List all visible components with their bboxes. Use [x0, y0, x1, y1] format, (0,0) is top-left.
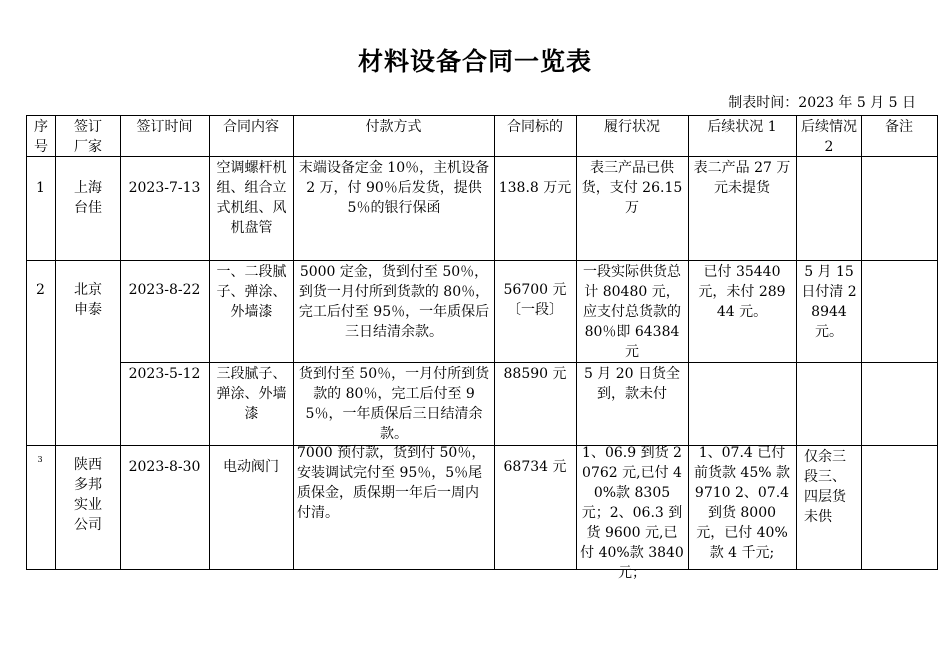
- row3-follow1: 1、07.4 已付前货款 45% 款 9710 2、07.4 到货 8000 元，已付 40%款 4 千元;: [693, 445, 791, 561]
- table-date: 制表时间：2023 年 5 月 5 日: [728, 95, 916, 111]
- row2-follow1: 已付 35440 元，未付 28944 元。: [698, 264, 786, 320]
- row2-payment: 5000 定金，货到付至 50％，到货一月付所到货款的 80％，完工后付至 95％，一年质保后三日结清余款。: [298, 264, 490, 340]
- contract-table: [26, 115, 938, 581]
- grid-line: [576, 115, 577, 570]
- header-follow2: 后续情况 2: [801, 119, 857, 155]
- row2-content: 一、二段腻子、弹涂、外墙漆: [216, 264, 287, 320]
- grid-line: [26, 260, 938, 261]
- row1-status: 表三产品已供货，支付 26.15 万: [581, 160, 683, 216]
- grid-line: [26, 115, 938, 116]
- header-amount: 合同标的: [507, 119, 563, 135]
- row2-status: 一段实际供货总计 80480 元，应支付总货款的 80％即 64384 元: [583, 264, 681, 360]
- header-vendor: 签订厂家: [74, 119, 102, 155]
- row2-amount: 56700 元〔一段〕: [503, 282, 567, 318]
- row2b-amount: 88590 元: [503, 366, 567, 382]
- row3-payment: 7000 预付款，货到付 50％，安装调试完付至 95％，5％尾质保金，质保期一年后一周内付清。: [297, 445, 486, 521]
- document-title: 材料设备合同一览表: [357, 47, 592, 76]
- row1-date: 2023-7-13: [128, 180, 201, 196]
- grid-line: [293, 115, 294, 570]
- header-seq: 序号: [34, 119, 48, 155]
- row1-content: 空调螺杆机组、组合立式机组、风机盘管: [216, 160, 287, 236]
- grid-line: [861, 115, 862, 570]
- row2b-payment: 货到付至 50％，一月付所到货款的 80％，完工后付至 95％，一年质保后三日结清余款。: [298, 366, 490, 442]
- header-note: 备注: [885, 119, 913, 135]
- row1-seq: 1: [36, 180, 45, 196]
- row2-date: 2023-8-22: [128, 282, 201, 298]
- row2b-date: 2023-5-12: [128, 366, 201, 382]
- row3-status: 1、06.9 到货 20762 元,已付 40%款 8305 元；2、06.3 到货 9600 元,已付 40%款 3840 元；: [580, 445, 684, 581]
- grid-line: [688, 115, 689, 570]
- row3-seq: 3: [37, 455, 43, 464]
- row2-vendor: 北京申泰: [74, 282, 102, 318]
- header-follow1: 后续状况 1: [707, 119, 777, 135]
- grid-line: [796, 115, 797, 570]
- grid-line: [937, 115, 938, 570]
- row2-follow2: 5 月 15 日付清 28944 元。: [801, 264, 857, 340]
- row2-seq: 2: [36, 282, 45, 298]
- header-date: 签订时间: [136, 119, 193, 135]
- row2b-status: 5 月 20 日货全到，款未付: [583, 366, 681, 402]
- row1-follow1: 表二产品 27 万元未提货: [693, 160, 791, 196]
- row3-date: 2023-8-30: [128, 459, 201, 475]
- grid-line: [120, 362, 938, 363]
- row3-content: 电动阀门: [223, 459, 279, 475]
- grid-line: [209, 115, 210, 570]
- header-status: 履行状况: [604, 119, 660, 135]
- row2b-content: 三段腻子、弹涂、外墙漆: [216, 366, 287, 422]
- row1-vendor: 上海台佳: [74, 180, 102, 216]
- grid-line: [55, 115, 56, 570]
- row3-vendor: 陕西多邦实业公司: [74, 457, 102, 533]
- row1-payment: 末端设备定金 10％，主机设备 2 万，付 90％后发货，提供 5％的银行保函: [298, 160, 490, 216]
- grid-line: [26, 569, 938, 570]
- header-content: 合同内容: [223, 119, 279, 135]
- header-payment: 付款方式: [365, 119, 422, 135]
- row3-follow2: 仅余三段三、四层货未供: [804, 449, 846, 525]
- row3-amount: 68734 元: [503, 459, 567, 475]
- row1-amount: 138.8 万元: [498, 180, 572, 196]
